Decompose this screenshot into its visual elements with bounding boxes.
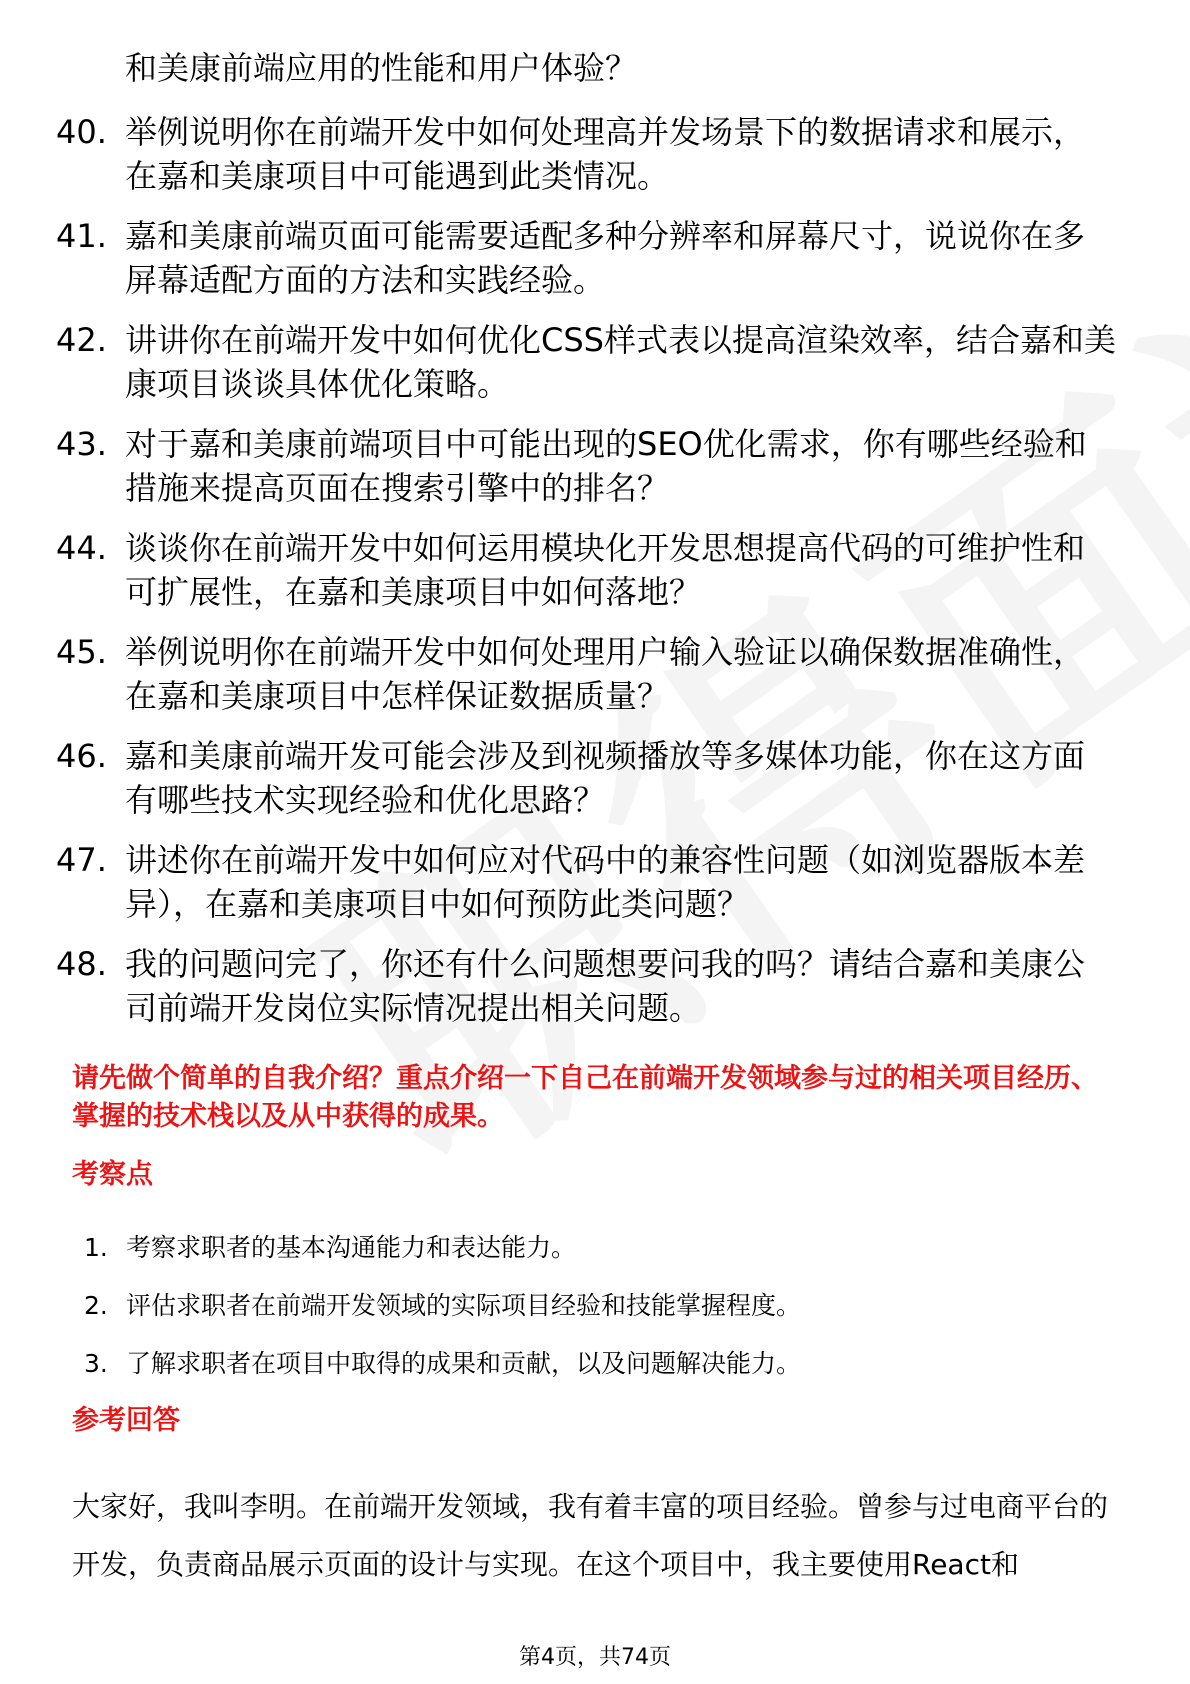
reference-answer-text: 大家好，我叫李明。在前端开发领域，我有着丰富的项目经验。曾参与过电商平台的开发，负责商品展示页面的设计与实现。在这个项目中，我主要使用React和 [72, 1490, 1109, 1581]
exam-points-heading: 考察点 [72, 1159, 153, 1190]
item-text: 评估求职者在前端开发领域的实际项目经验和技能掌握程度。 [126, 1291, 802, 1320]
question-number: 45. [56, 633, 107, 671]
list-item [84, 1288, 1084, 1324]
list-item [56, 838, 1116, 926]
question-text: 嘉和美康前端开发可能会涉及到视频播放等多媒体功能，你在这方面有哪些技术实现经验和优化思路？ [125, 737, 1086, 819]
list-item [84, 1230, 1084, 1266]
item-text: 了解求职者在项目中取得的成果和贡献，以及问题解决能力。 [126, 1349, 802, 1378]
question-number: 40. [56, 113, 107, 151]
question-number: 43. [56, 425, 107, 463]
list-item [56, 526, 1116, 614]
question-text: 举例说明你在前端开发中如何处理用户输入验证以确保数据准确性，在嘉和美康项目中怎样保证数据质量？ [125, 633, 1086, 715]
question-text: 我的问题问完了，你还有什么问题想要问我的吗？请结合嘉和美康公司前端开发岗位实际情况提出相关问题。 [125, 945, 1086, 1027]
question-text: 讲讲你在前端开发中如何优化CSS样式表以提高渲染效率，结合嘉和美康项目谈谈具体优化策略。 [125, 321, 1116, 403]
question-number: 48. [56, 945, 107, 983]
reference-answer-heading: 参考回答 [72, 1405, 180, 1436]
question-text: 举例说明你在前端开发中如何处理高并发场景下的数据请求和展示，在嘉和美康项目中可能遇到此类情况。 [125, 113, 1086, 195]
question-number: 44. [56, 529, 107, 567]
question-text: 讲述你在前端开发中如何应对代码中的兼容性问题（如浏览器版本差异），在嘉和美康项目中如何预防此类问题？ [125, 841, 1086, 923]
list-item [84, 1346, 1084, 1382]
continuation-line: 和美康前端应用的性能和用户体验？ [125, 49, 638, 87]
list-item [56, 110, 1116, 198]
list-item [56, 630, 1116, 718]
item-number: 2. [84, 1291, 108, 1320]
question-number: 41. [56, 217, 107, 255]
exam-points-list [84, 1230, 1084, 1404]
item-number: 1. [84, 1233, 108, 1262]
question-number: 42. [56, 321, 107, 359]
question-text: 嘉和美康前端页面可能需要适配多种分辨率和屏幕尺寸，说说你在多屏幕适配方面的方法和实践经验。 [125, 217, 1086, 299]
list-item [56, 318, 1116, 406]
page-footer: 第4页，共74页 [519, 1645, 671, 1670]
question-text: 谈谈你在前端开发中如何运用模块化开发思想提高代码的可维护性和可扩展性，在嘉和美康项目中如何落地？ [125, 529, 1086, 611]
list-item [56, 214, 1116, 302]
question-text: 对于嘉和美康前端项目中可能出现的SEO优化需求，你有哪些经验和措施来提高页面在搜索引擎中的排名？ [125, 425, 1087, 507]
question-number: 46. [56, 737, 107, 775]
list-item [56, 734, 1116, 822]
item-text: 考察求职者的基本沟通能力和表达能力。 [126, 1233, 577, 1262]
question-list [56, 110, 1116, 1046]
highlight-question: 请先做个简单的自我介绍？重点介绍一下自己在前端开发领域参与过的相关项目经历、掌握的技术栈以及从中获得的成果。 [72, 1063, 1098, 1132]
item-number: 3. [84, 1349, 108, 1378]
question-number: 47. [56, 841, 107, 879]
list-item [56, 942, 1116, 1030]
list-item [56, 422, 1116, 510]
